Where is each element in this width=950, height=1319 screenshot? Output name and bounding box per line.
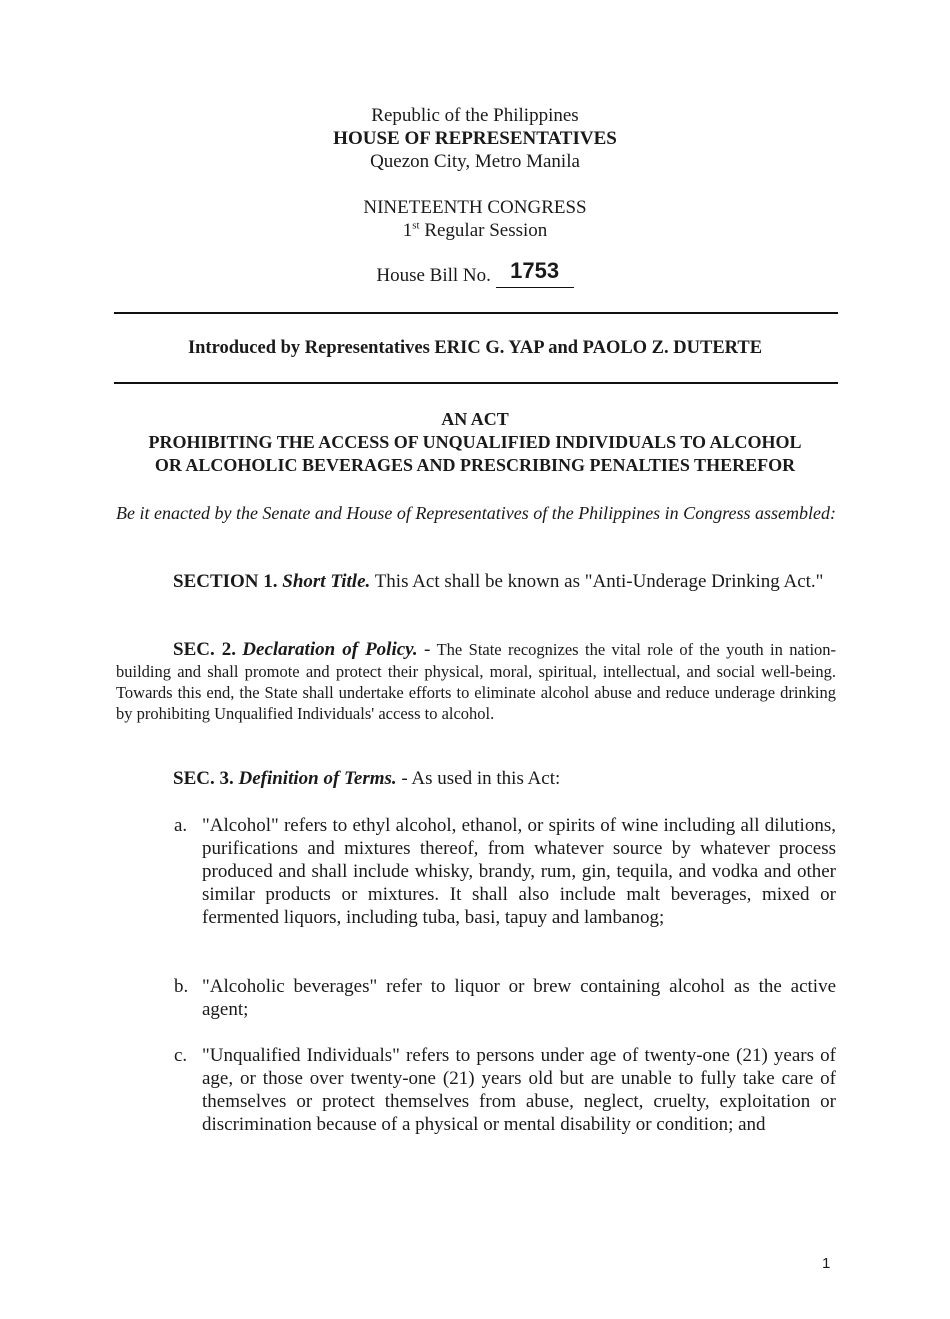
definition-marker: b. <box>174 976 189 997</box>
section-2-label: SEC. 2. <box>173 639 236 660</box>
header-republic: Republic of the Philippines <box>371 105 579 126</box>
top-rule <box>114 312 838 314</box>
definition-marker: a. <box>174 815 188 836</box>
bill-number-line <box>0 258 950 288</box>
section-1 <box>116 570 836 593</box>
introduced-by: Introduced by Representatives ERIC G. YAP and PAOLO Z. DUTERTE <box>187 338 763 358</box>
bill-number: 1753 <box>510 258 560 283</box>
definition-item <box>174 1044 836 1136</box>
session-ordinal: 1 <box>402 220 413 241</box>
section-1-label: SECTION 1. <box>173 571 278 592</box>
act-title-line1: PROHIBITING THE ACCESS OF UNQUALIFIED INDIVIDUALS TO ALCOHOL <box>148 432 802 452</box>
session-suffix: st <box>412 219 420 232</box>
section-3 <box>116 767 836 790</box>
definition-item <box>174 975 836 1021</box>
section-1-title: Short Title. <box>282 571 371 592</box>
bill-number-field <box>496 258 574 288</box>
header-congress: NINETEENTH CONGRESS <box>363 197 587 218</box>
header-city: Quezon City, Metro Manila <box>370 151 580 172</box>
bill-label: House Bill No. <box>376 265 491 286</box>
section-3-label: SEC. 3. <box>173 768 234 789</box>
section-2 <box>116 638 836 724</box>
definition-text: "Alcohol" refers to ethyl alcohol, ethanol, or spirits of wine including all dilutions, purifications and mixtures thereof, from whatever source by whatever process produced and shall include whisky, brandy, rum, gin, tequila, and vodka and other similar products or mixtures. It shall also include malt beverages, mixed or fermented liquors, including tuba, basi, tapuy and lambanog; <box>202 815 836 928</box>
definition-marker: c. <box>174 1045 188 1066</box>
section-3-title: Definition of Terms. <box>238 768 397 789</box>
act-heading: AN ACT <box>441 409 509 429</box>
session-label: Regular Session <box>424 220 548 241</box>
section-3-text: - As used in this Act: <box>401 768 561 789</box>
enacting-clause: Be it enacted by the Senate and House of Representatives of the Philippines in Congress assembled: <box>116 503 837 523</box>
section-2-text: The State recognizes the vital role of the youth in nation-building and shall promote and protect their physical, moral, spiritual, intellectual, and social well-being. Towards this end, the State shall undertake efforts to eliminate alcohol abuse and reduce underage drinking by prohibiting Unqualified Individuals' access to alcohol. <box>116 640 837 723</box>
header-session <box>0 219 950 242</box>
bottom-rule <box>114 382 838 384</box>
header-house: HOUSE OF REPRESENTATIVES <box>333 128 617 149</box>
section-2-dash: - <box>423 639 431 660</box>
definition-text: "Alcoholic beverages" refer to liquor or brew containing alcohol as the active agent; <box>202 976 836 1020</box>
page-number: 1 <box>822 1255 831 1272</box>
section-2-title: Declaration of Policy. <box>242 639 418 660</box>
definition-item <box>174 814 836 929</box>
definition-text: "Unqualified Individuals" refers to persons under age of twenty-one (21) years of age, or those over twenty-one (21) years old but are unable to fully take care of themselves or protect themselves from abuse, neglect, cruelty, exploitation or discrimination because of a physical or mental disability or condition; and <box>202 1045 836 1135</box>
act-title-line2: OR ALCOHOLIC BEVERAGES AND PRESCRIBING PENALTIES THEREFOR <box>154 455 796 475</box>
section-1-text: This Act shall be known as "Anti-Underage Drinking Act." <box>374 571 824 592</box>
